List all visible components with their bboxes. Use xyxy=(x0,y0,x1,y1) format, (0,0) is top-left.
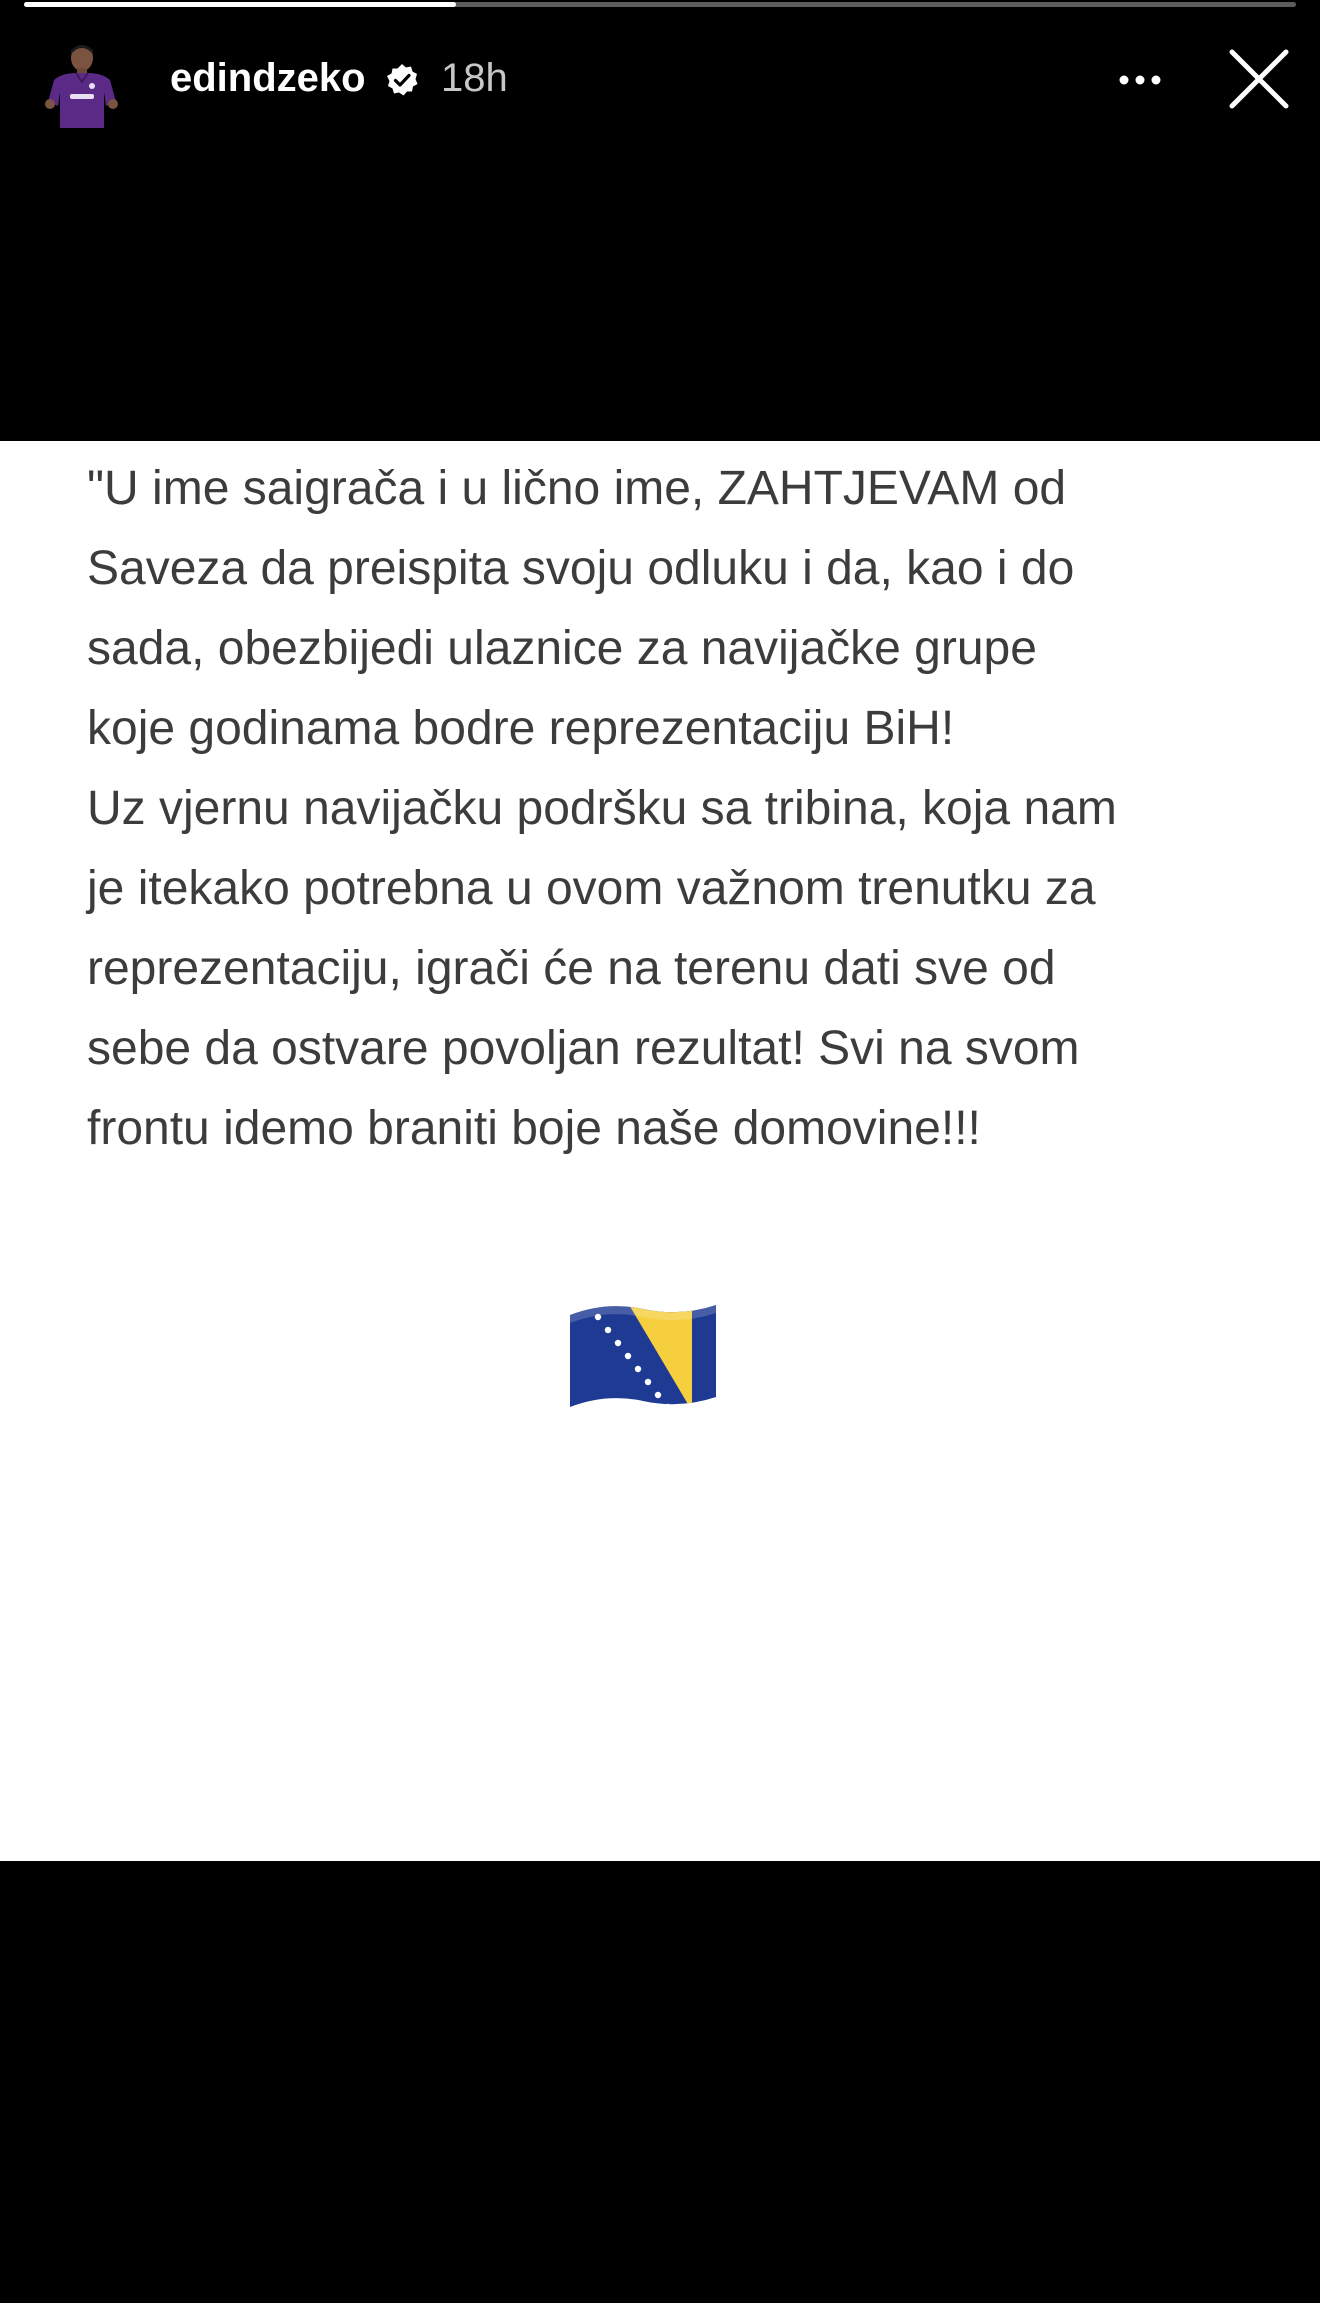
verified-badge-icon xyxy=(384,62,420,98)
profile-photo-icon xyxy=(40,40,122,128)
story-content-card[interactable] xyxy=(0,441,1320,1861)
statement-line: Saveza da preispita svoju odluku i da, kao i do xyxy=(87,542,1075,595)
story-header xyxy=(0,0,1320,160)
post-time: 18h xyxy=(441,56,508,100)
avatar[interactable] xyxy=(40,40,122,128)
statement-line: reprezentaciju, igrači će na terenu dati sve od xyxy=(87,942,1056,995)
close-icon xyxy=(1226,46,1292,112)
statement-line: Uz vjernu navijačku podršku sa tribina, koja nam xyxy=(87,782,1117,835)
statement-line: je itekako potrebna u ovom važnom trenutku za xyxy=(87,862,1096,915)
close-button[interactable] xyxy=(1226,46,1292,112)
statement-line: sada, obezbijedi ulaznice za navijačke grupe xyxy=(87,622,1037,675)
bosnia-herzegovina-flag-icon xyxy=(570,1303,716,1411)
statement-line: "U ime saigrača i u lično ime, ZAHTJEVAM od xyxy=(87,462,1067,515)
more-horizontal-icon xyxy=(1110,58,1170,102)
username[interactable]: edindzeko xyxy=(170,56,366,100)
statement-line: frontu idemo braniti boje naše domovine!!! xyxy=(87,1102,981,1155)
statement-line: sebe da ostvare povoljan rezultat! Svi na svom xyxy=(87,1022,1080,1075)
statement-line: koje godinama bodre reprezentaciju BiH! xyxy=(87,702,955,755)
statement-text xyxy=(87,449,1267,1169)
more-options-button[interactable] xyxy=(1110,58,1170,102)
